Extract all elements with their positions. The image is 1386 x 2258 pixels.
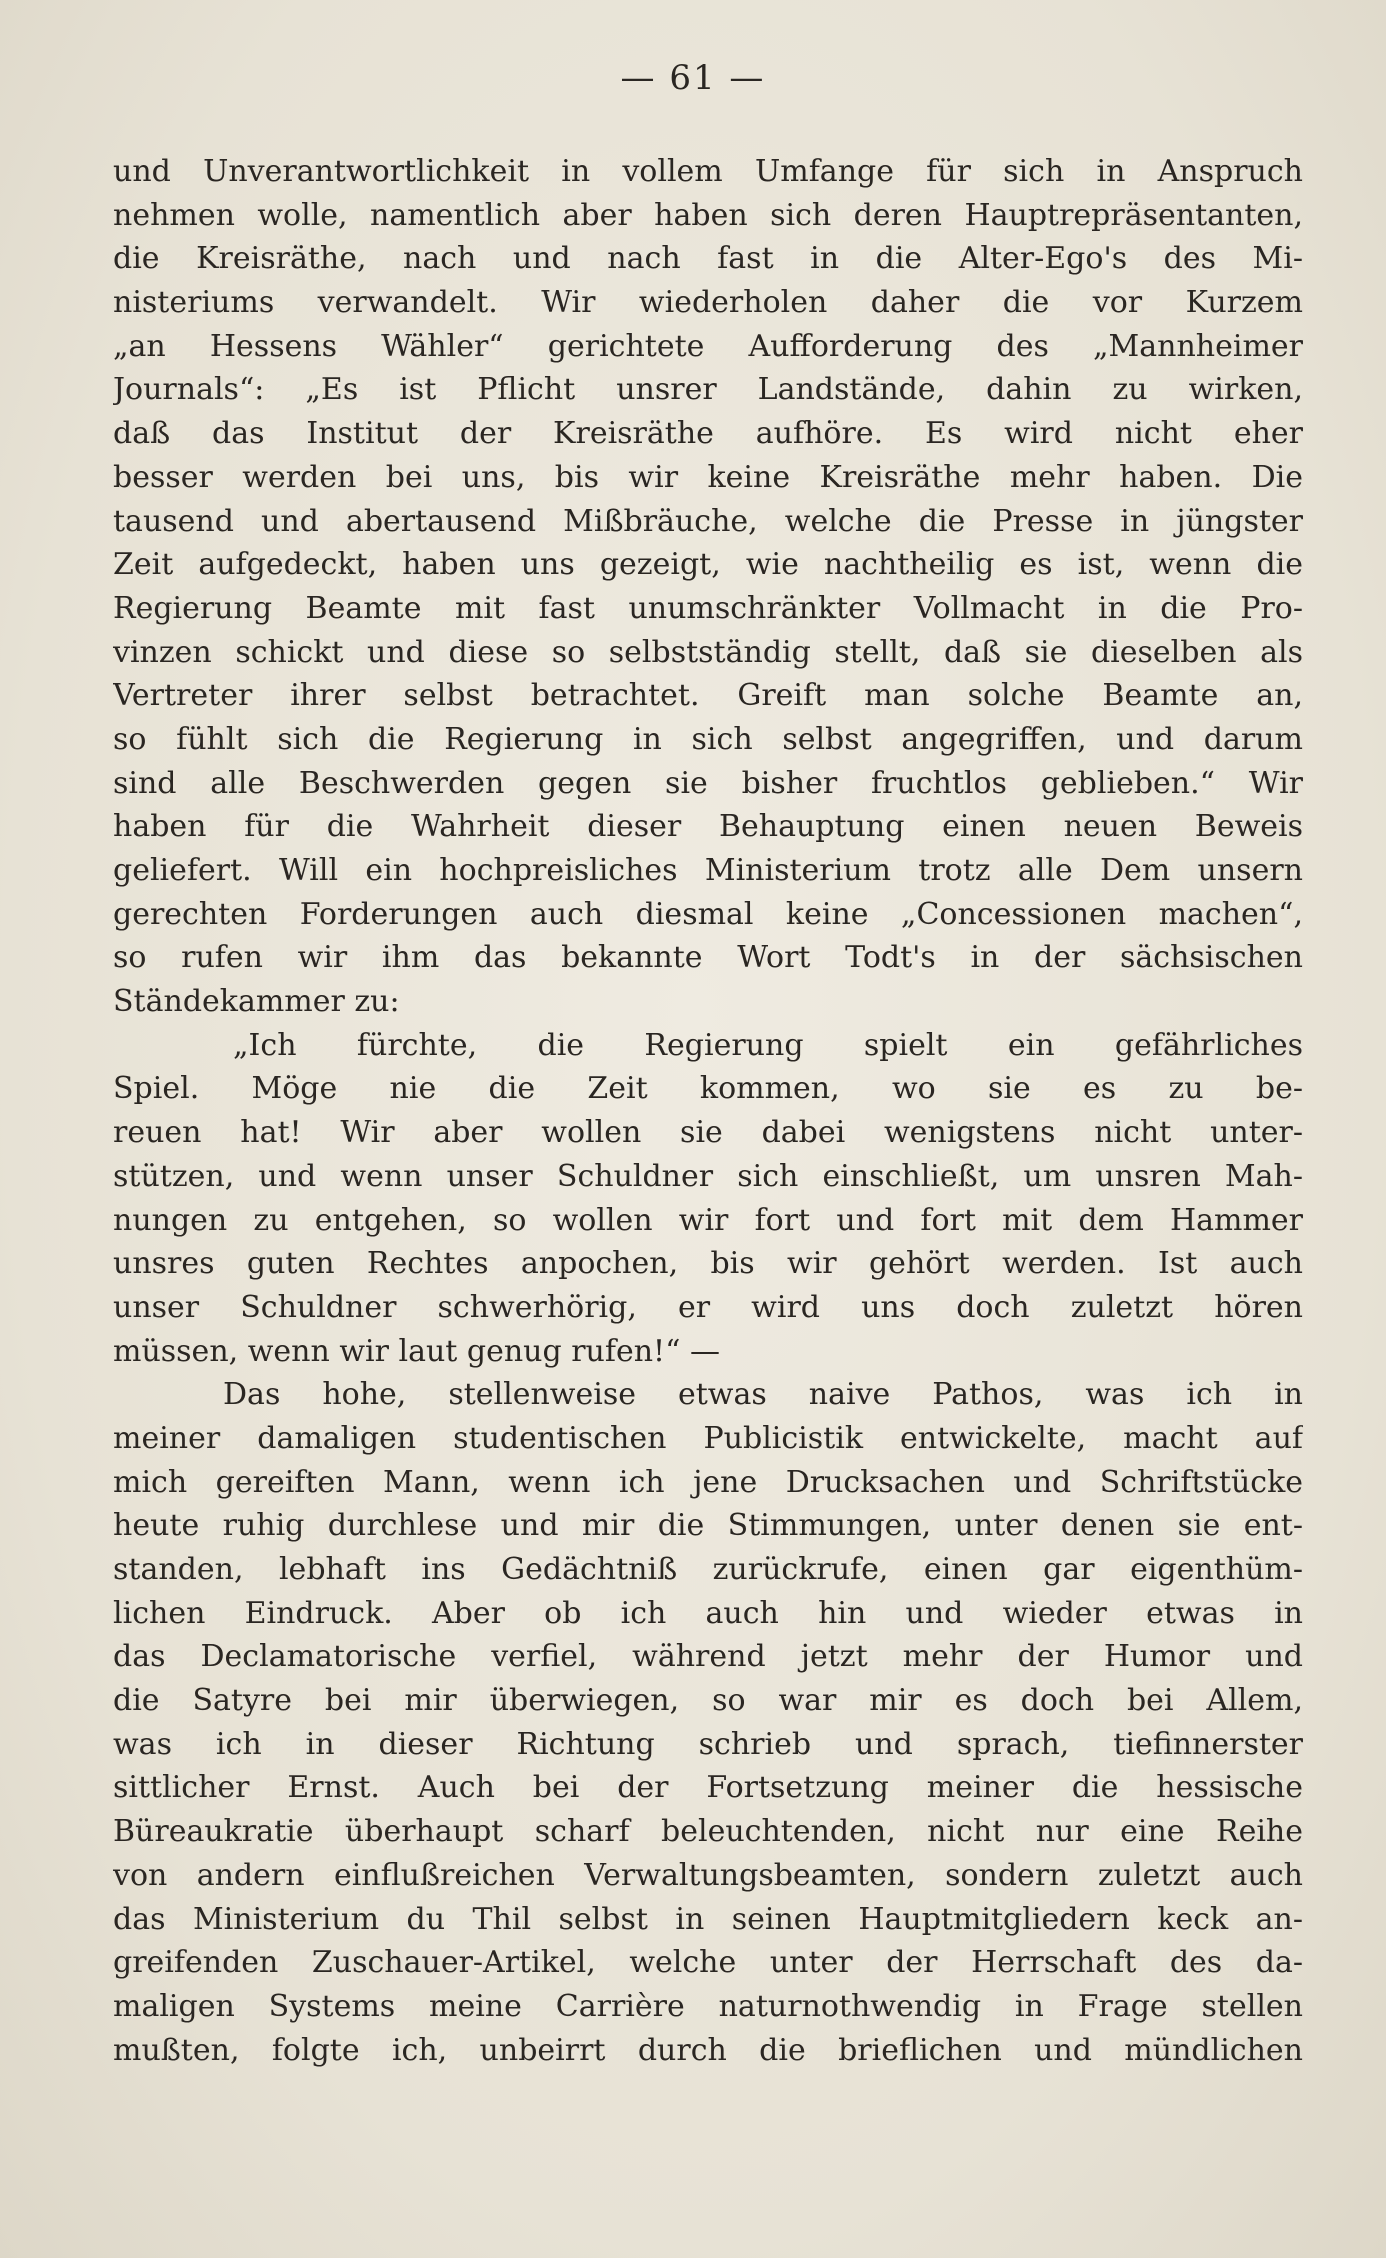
text-line: haben für die Wahrheit dieser Behauptung einen neuen Beweis [113,809,1303,845]
text-line: tausend und abertausend Mißbräuche, welche die Presse in jüngster [113,503,1303,539]
quote-line: unser Schuldner schwerhörig, er wird uns doch zuletzt hören [113,1289,1303,1325]
text-line: Zeit aufgedeckt, haben uns gezeigt, wie nachtheilig es ist, wenn die [113,547,1303,583]
body-text [113,150,1303,2072]
text-line: Regierung Beamte mit fast unumschränkter Vollmacht in die Pro- [113,590,1303,626]
quote-line: müssen, wenn wir laut genug rufen!“ — [113,1333,720,1369]
text-line: die Kreisräthe, nach und nach fast in die Alter-Ego's des Mi- [113,241,1303,277]
text-line: daß das Institut der Kreisräthe aufhöre. Es wird nicht eher [113,416,1303,452]
text-line: nisteriums verwandelt. Wir wiederholen daher die vor Kurzem [113,285,1303,321]
text-line: mußten, folgte ich, unbeirrt durch die brieflichen und mündlichen [113,2032,1303,2068]
quote-line: Spiel. Möge nie die Zeit kommen, wo sie es zu be- [113,1071,1303,1107]
text-line: standen, lebhaft ins Gedächtniß zurückrufe, einen gar eigenthüm- [113,1552,1303,1587]
text-line: mich gereiften Mann, wenn ich jene Drucksachen und Schriftstücke [113,1464,1303,1500]
text-line: maligen Systems meine Carrière naturnothwendig in Frage stellen [113,1988,1303,2024]
text-line: was ich in dieser Richtung schrieb und sprach, tiefinnerster [113,1726,1303,1762]
text-line: nehmen wolle, namentlich aber haben sich deren Hauptrepräsentanten, [113,197,1303,233]
text-line: von andern einflußreichen Verwaltungsbeamten, sondern zuletzt auch [113,1857,1303,1893]
text-line: lichen Eindruck. Aber ob ich auch hin und wieder etwas in [113,1595,1303,1631]
page-number-header: — 61 — [620,58,766,98]
quote-line: „Ich fürchte, die Regierung spielt ein gefährliches [233,1027,1303,1063]
text-line: sittlicher Ernst. Auch bei der Fortsetzung meiner die hessische [113,1770,1303,1806]
text-line: sind alle Beschwerden gegen sie bisher fruchtlos geblieben.“ Wir [113,765,1303,801]
quote-line: stützen, und wenn unser Schuldner sich einschließt, um unsren Mah- [113,1158,1303,1194]
text-line: besser werden bei uns, bis wir keine Kreisräthe mehr haben. Die [113,459,1303,495]
text-line: Ständekammer zu: [113,984,400,1020]
text-line: das Declamatorische verfiel, während jetzt mehr der Humor und [113,1639,1303,1675]
text-line: heute ruhig durchlese und mir die Stimmungen, unter denen sie ent- [113,1508,1303,1544]
text-line: greifenden Zuschauer-Artikel, welche unter der Herrschaft des da- [113,1945,1303,1981]
text-line: „an Hessens Wähler“ gerichtete Aufforderung des „Mannheimer [113,328,1303,364]
text-line: Journals“: „Es ist Pflicht unsrer Landstände, dahin zu wirken, [113,372,1303,408]
quote-line: nungen zu entgehen, so wollen wir fort und fort mit dem Hammer [113,1202,1303,1238]
text-line: und Unverantwortlichkeit in vollem Umfange für sich in Anspruch [113,154,1303,189]
text-line: so rufen wir ihm das bekannte Wort Todt's in der sächsischen [113,940,1303,976]
text-line: meiner damaligen studentischen Publicistik entwickelte, macht auf [113,1420,1303,1456]
quote-line: reuen hat! Wir aber wollen sie dabei wenigstens nicht unter- [113,1115,1303,1151]
text-line: Das hohe, stellenweise etwas naive Pathos, was ich in [223,1377,1303,1413]
text-line: geliefert. Will ein hochpreisliches Ministerium trotz alle Dem unsern [113,853,1303,888]
text-line: Büreaukratie überhaupt scharf beleuchtenden, nicht nur eine Reihe [113,1814,1303,1850]
text-line: Vertreter ihrer selbst betrachtet. Greift man solche Beamte an, [113,678,1303,714]
text-line: so fühlt sich die Regierung in sich selbst angegriffen, und darum [113,721,1303,757]
text-line: vinzen schickt und diese so selbstständig stellt, daß sie dieselben als [113,634,1303,670]
text-line: gerechten Forderungen auch diesmal keine „Concessionen machen“, [113,896,1303,932]
text-line: die Satyre bei mir überwiegen, so war mir es doch bei Allem, [113,1683,1303,1719]
quote-line: unsres guten Rechtes anpochen, bis wir gehört werden. Ist auch [113,1246,1303,1282]
text-line: das Ministerium du Thil selbst in seinen Hauptmitgliedern keck an- [113,1901,1303,1937]
